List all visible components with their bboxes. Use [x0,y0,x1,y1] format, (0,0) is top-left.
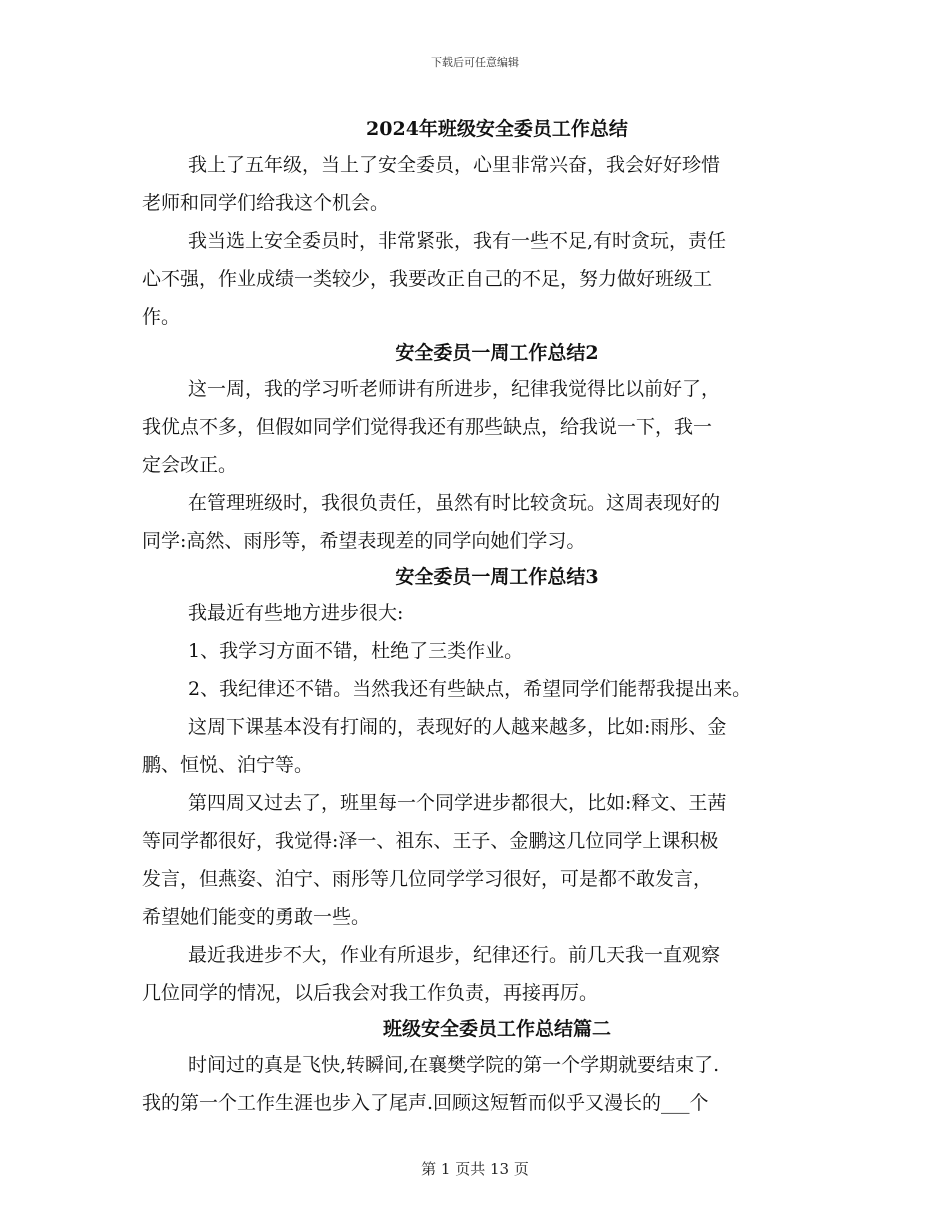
section-title: 2024年班级安全委员工作总结 [366,118,628,140]
text-line: 我当选上安全委员时，非常紧张，我有一些不足,有时贪玩，责任 [188,230,727,252]
text-line: 鹏、恒悦、泊宁等。 [142,754,314,776]
text-line: 最近我进步不大，作业有所退步，纪律还行。前几天我一直观察 [188,944,721,966]
text-line: 希望她们能变的勇敢一些。 [142,906,371,928]
paragraph [142,708,822,784]
paragraph [142,632,822,670]
text-line: 同学:高然、雨彤等，希望表现差的同学向她们学习。 [142,530,586,552]
page-footer: 第 1 页共 13 页 [421,1160,529,1178]
text-line: 这一周，我的学习听老师讲有所进步，纪律我觉得比以前好了， [188,378,721,400]
text-line: 我上了五年级，当上了安全委员，心里非常兴奋，我会好好珍惜 [188,154,721,176]
text-line: 几位同学的情况，以后我会对我工作负责，再接再厉。 [142,982,599,1004]
paragraph [142,370,822,484]
paragraph [142,222,822,336]
text-line: 老师和同学们给我这个机会。 [142,192,390,214]
text-line: 等同学都很好，我觉得:泽一、祖东、王子、金鹏这几位同学上课积极 [142,830,719,852]
text-line: 时间过的真是飞快,转瞬间,在襄樊学院的第一个学期就要结束了. [188,1054,720,1076]
section-title: 班级安全委员工作总结篇二 [382,1018,611,1040]
text-line: 2、我纪律还不错。当然我还有些缺点，希望同学们能帮我提出来。 [188,678,752,700]
text-line: 我优点不多，但假如同学们觉得我还有那些缺点，给我说一下，我一 [142,416,713,438]
paragraph [142,594,822,632]
paragraph [142,936,822,1012]
text-line: 心不强，作业成绩一类较少，我要改正自己的不足，努力做好班级工 [142,268,713,290]
text-line: 第四周又过去了，班里每一个同学进步都很大，比如:释文、王茜 [188,792,727,814]
text-line: 定会改正。 [142,454,238,476]
paragraph [142,146,822,222]
text-line: 我的第一个工作生涯也步入了尾声.回顾这短暂而似乎又漫长的___个 [142,1092,709,1114]
text-line: 发言，但燕姿、泊宁、雨彤等几位同学学习很好，可是都不敢发言， [142,868,713,890]
text-line: 1、我学习方面不错，杜绝了三类作业。 [188,640,524,662]
page-header: 下载后可任意编辑 [431,56,519,69]
document-body [142,112,822,1122]
text-line: 作。 [142,306,181,328]
paragraph [142,484,822,560]
paragraph [142,670,822,708]
text-line: 在管理班级时，我很负责任，虽然有时比较贪玩。这周表现好的 [188,492,721,514]
paragraph [142,784,822,936]
paragraph [142,1046,822,1122]
section-title: 安全委员一周工作总结2 [395,342,599,364]
section-title: 安全委员一周工作总结3 [395,566,599,588]
text-line: 我最近有些地方进步很大: [188,602,404,624]
text-line: 这周下课基本没有打闹的，表现好的人越来越多，比如:雨彤、金 [188,716,727,738]
